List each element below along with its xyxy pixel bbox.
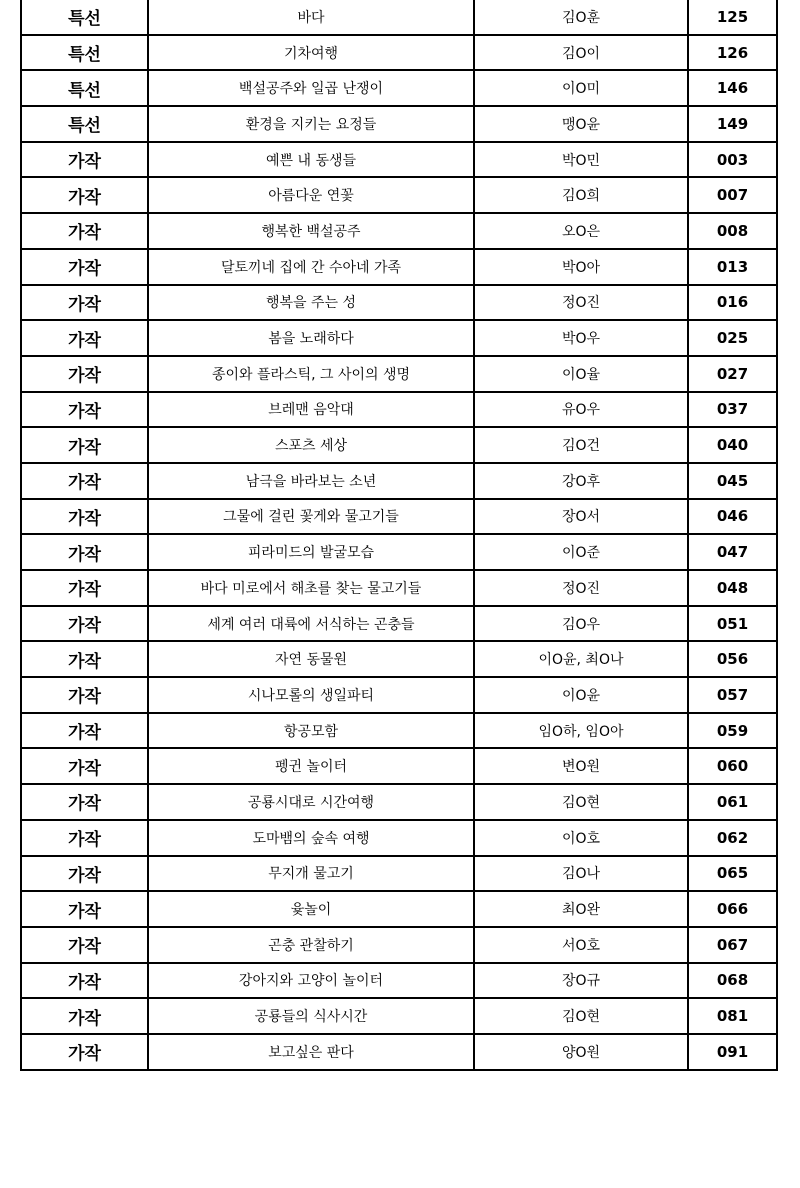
table-row xyxy=(21,570,777,606)
author-cell: 임O하, 임O아 xyxy=(474,713,688,749)
title-cell: 바다 미로에서 해초를 찾는 물고기들 xyxy=(148,570,474,606)
author-cell: 이O윤, 최O나 xyxy=(474,641,688,677)
number-cell: 045 xyxy=(688,463,777,499)
title-cell: 피라미드의 발굴모습 xyxy=(148,534,474,570)
table-row xyxy=(21,106,777,142)
award-cell: 가작 xyxy=(21,499,148,535)
number-cell: 048 xyxy=(688,570,777,606)
title-cell: 남극을 바라보는 소년 xyxy=(148,463,474,499)
table-row xyxy=(21,856,777,892)
title-cell: 아름다운 연꽃 xyxy=(148,177,474,213)
number-cell: 027 xyxy=(688,356,777,392)
number-cell: 007 xyxy=(688,177,777,213)
title-cell: 세계 여러 대륙에 서식하는 곤충들 xyxy=(148,606,474,642)
table-row xyxy=(21,641,777,677)
award-cell: 특선 xyxy=(21,0,148,35)
number-cell: 013 xyxy=(688,249,777,285)
awards-table-body xyxy=(21,0,777,1070)
title-cell: 자연 동물원 xyxy=(148,641,474,677)
table-row xyxy=(21,320,777,356)
award-cell: 가작 xyxy=(21,249,148,285)
table-row xyxy=(21,820,777,856)
title-cell: 공룡시대로 시간여행 xyxy=(148,784,474,820)
table-row xyxy=(21,998,777,1034)
table-row xyxy=(21,963,777,999)
number-cell: 046 xyxy=(688,499,777,535)
table-row xyxy=(21,213,777,249)
number-cell: 146 xyxy=(688,70,777,106)
award-cell: 가작 xyxy=(21,784,148,820)
author-cell: 서O호 xyxy=(474,927,688,963)
title-cell: 곤충 관찰하기 xyxy=(148,927,474,963)
table-row xyxy=(21,392,777,428)
author-cell: 이O준 xyxy=(474,534,688,570)
title-cell: 봄을 노래하다 xyxy=(148,320,474,356)
number-cell: 091 xyxy=(688,1034,777,1070)
award-cell: 가작 xyxy=(21,998,148,1034)
author-cell: 강O후 xyxy=(474,463,688,499)
number-cell: 061 xyxy=(688,784,777,820)
award-cell: 특선 xyxy=(21,70,148,106)
title-cell: 항공모함 xyxy=(148,713,474,749)
title-cell: 행복을 주는 성 xyxy=(148,285,474,321)
table-row xyxy=(21,249,777,285)
number-cell: 126 xyxy=(688,35,777,71)
number-cell: 008 xyxy=(688,213,777,249)
award-cell: 특선 xyxy=(21,106,148,142)
author-cell: 김O우 xyxy=(474,606,688,642)
author-cell: 정O진 xyxy=(474,285,688,321)
award-cell: 가작 xyxy=(21,177,148,213)
number-cell: 051 xyxy=(688,606,777,642)
number-cell: 047 xyxy=(688,534,777,570)
author-cell: 장O서 xyxy=(474,499,688,535)
award-cell: 가작 xyxy=(21,213,148,249)
number-cell: 003 xyxy=(688,142,777,178)
author-cell: 변O원 xyxy=(474,748,688,784)
author-cell: 김O현 xyxy=(474,784,688,820)
table-row xyxy=(21,285,777,321)
number-cell: 149 xyxy=(688,106,777,142)
table-row xyxy=(21,356,777,392)
award-cell: 가작 xyxy=(21,963,148,999)
title-cell: 브레맨 음악대 xyxy=(148,392,474,428)
award-cell: 가작 xyxy=(21,891,148,927)
table-row xyxy=(21,677,777,713)
number-cell: 060 xyxy=(688,748,777,784)
table-row xyxy=(21,534,777,570)
number-cell: 125 xyxy=(688,0,777,35)
author-cell: 박O우 xyxy=(474,320,688,356)
number-cell: 068 xyxy=(688,963,777,999)
award-cell: 가작 xyxy=(21,427,148,463)
number-cell: 059 xyxy=(688,713,777,749)
author-cell: 맹O윤 xyxy=(474,106,688,142)
table-row xyxy=(21,177,777,213)
title-cell: 종이와 플라스틱, 그 사이의 생명 xyxy=(148,356,474,392)
table-row xyxy=(21,748,777,784)
title-cell: 백설공주와 일곱 난쟁이 xyxy=(148,70,474,106)
author-cell: 김O건 xyxy=(474,427,688,463)
author-cell: 김O나 xyxy=(474,856,688,892)
title-cell: 펭귄 놀이터 xyxy=(148,748,474,784)
author-cell: 이O미 xyxy=(474,70,688,106)
author-cell: 김O현 xyxy=(474,998,688,1034)
table-row xyxy=(21,463,777,499)
title-cell: 스포츠 세상 xyxy=(148,427,474,463)
title-cell: 달토끼네 집에 간 수아네 가족 xyxy=(148,249,474,285)
table-row xyxy=(21,427,777,463)
award-cell: 가작 xyxy=(21,534,148,570)
table-row xyxy=(21,499,777,535)
table-row xyxy=(21,606,777,642)
title-cell: 시나모롤의 생일파티 xyxy=(148,677,474,713)
author-cell: 김O이 xyxy=(474,35,688,71)
table-row xyxy=(21,784,777,820)
author-cell: 오O은 xyxy=(474,213,688,249)
number-cell: 057 xyxy=(688,677,777,713)
award-cell: 가작 xyxy=(21,463,148,499)
title-cell: 행복한 백설공주 xyxy=(148,213,474,249)
title-cell: 윷놀이 xyxy=(148,891,474,927)
title-cell: 보고싶은 판다 xyxy=(148,1034,474,1070)
title-cell: 강아지와 고양이 놀이터 xyxy=(148,963,474,999)
table-row xyxy=(21,891,777,927)
table-row xyxy=(21,927,777,963)
award-cell: 가작 xyxy=(21,392,148,428)
award-cell: 특선 xyxy=(21,35,148,71)
award-cell: 가작 xyxy=(21,570,148,606)
awards-table xyxy=(20,0,778,1071)
author-cell: 김O희 xyxy=(474,177,688,213)
author-cell: 최O완 xyxy=(474,891,688,927)
title-cell: 예쁜 내 동생들 xyxy=(148,142,474,178)
author-cell: 박O민 xyxy=(474,142,688,178)
award-cell: 가작 xyxy=(21,142,148,178)
author-cell: 이O호 xyxy=(474,820,688,856)
award-cell: 가작 xyxy=(21,820,148,856)
award-cell: 가작 xyxy=(21,713,148,749)
author-cell: 장O규 xyxy=(474,963,688,999)
title-cell: 공룡들의 식사시간 xyxy=(148,998,474,1034)
award-cell: 가작 xyxy=(21,748,148,784)
title-cell: 무지개 물고기 xyxy=(148,856,474,892)
table-row xyxy=(21,142,777,178)
award-cell: 가작 xyxy=(21,677,148,713)
award-cell: 가작 xyxy=(21,285,148,321)
table-row xyxy=(21,35,777,71)
title-cell: 기차여행 xyxy=(148,35,474,71)
award-cell: 가작 xyxy=(21,1034,148,1070)
title-cell: 도마뱀의 숲속 여행 xyxy=(148,820,474,856)
number-cell: 066 xyxy=(688,891,777,927)
author-cell: 이O율 xyxy=(474,356,688,392)
table-row xyxy=(21,713,777,749)
award-cell: 가작 xyxy=(21,606,148,642)
title-cell: 바다 xyxy=(148,0,474,35)
author-cell: 정O진 xyxy=(474,570,688,606)
number-cell: 016 xyxy=(688,285,777,321)
author-cell: 박O아 xyxy=(474,249,688,285)
title-cell: 환경을 지키는 요정들 xyxy=(148,106,474,142)
award-cell: 가작 xyxy=(21,856,148,892)
number-cell: 067 xyxy=(688,927,777,963)
table-row xyxy=(21,1034,777,1070)
table-row xyxy=(21,0,777,35)
number-cell: 040 xyxy=(688,427,777,463)
award-cell: 가작 xyxy=(21,927,148,963)
author-cell: 이O윤 xyxy=(474,677,688,713)
number-cell: 025 xyxy=(688,320,777,356)
awards-table-container xyxy=(20,0,776,1071)
number-cell: 037 xyxy=(688,392,777,428)
author-cell: 양O원 xyxy=(474,1034,688,1070)
author-cell: 김O훈 xyxy=(474,0,688,35)
number-cell: 081 xyxy=(688,998,777,1034)
number-cell: 062 xyxy=(688,820,777,856)
title-cell: 그물에 걸린 꽃게와 물고기들 xyxy=(148,499,474,535)
award-cell: 가작 xyxy=(21,356,148,392)
award-cell: 가작 xyxy=(21,641,148,677)
author-cell: 유O우 xyxy=(474,392,688,428)
award-cell: 가작 xyxy=(21,320,148,356)
number-cell: 056 xyxy=(688,641,777,677)
table-row xyxy=(21,70,777,106)
number-cell: 065 xyxy=(688,856,777,892)
